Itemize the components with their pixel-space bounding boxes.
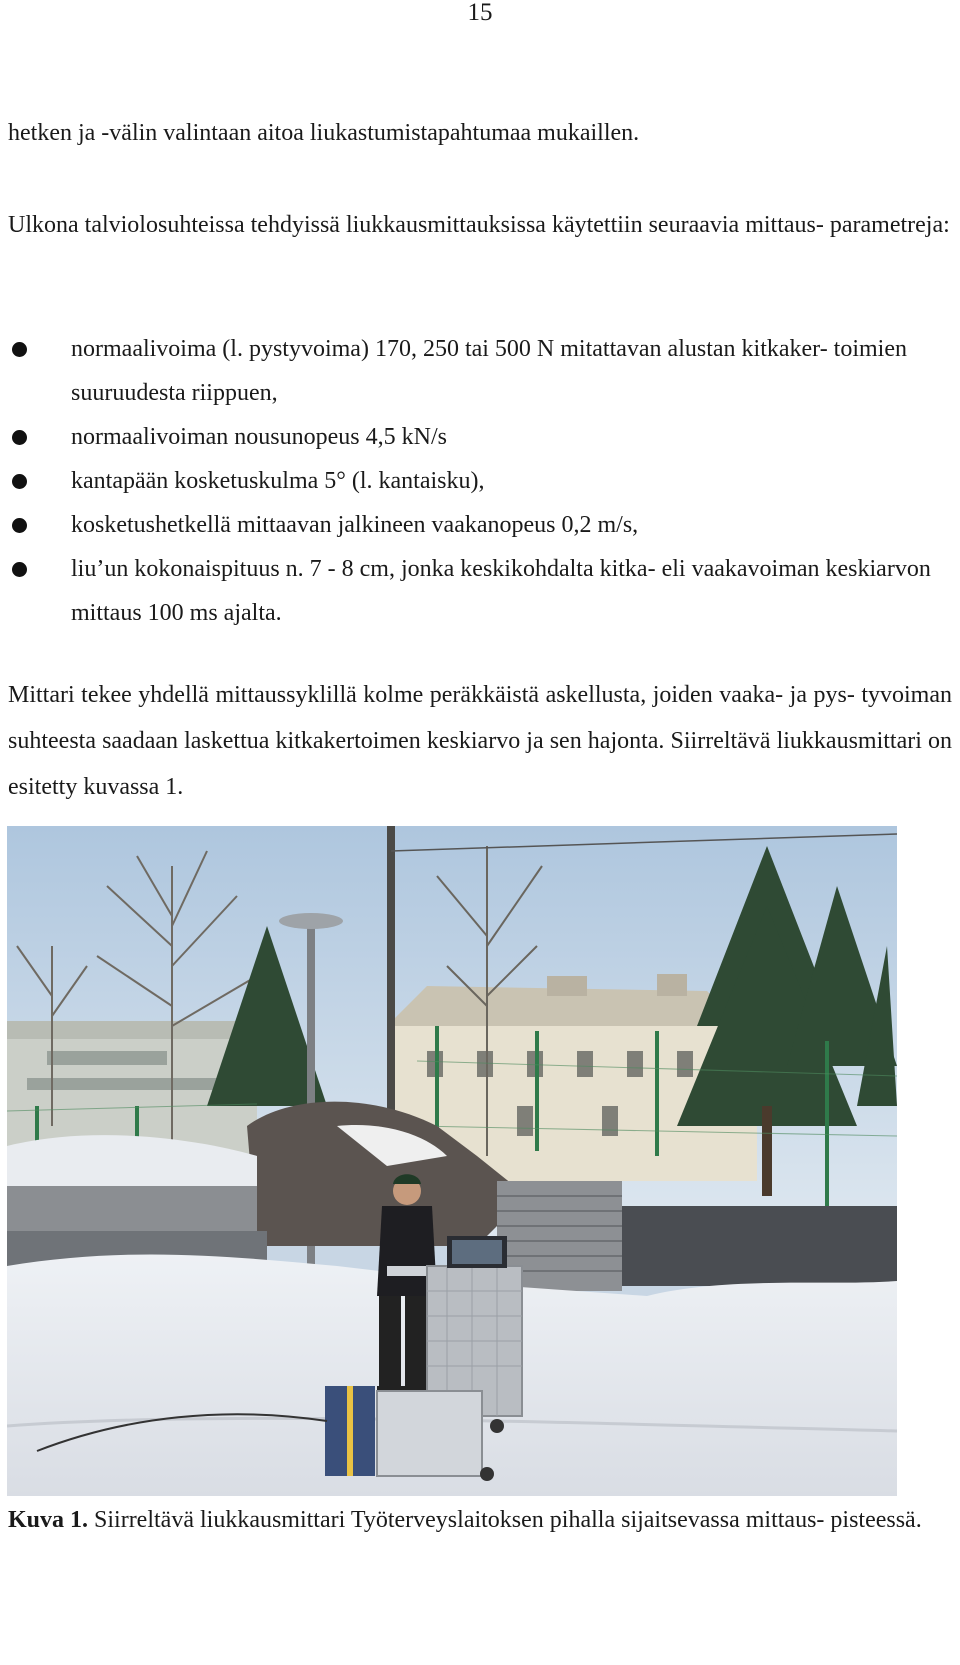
bullet-icon [12,430,27,445]
paragraph-1: hetken ja -välin valintaan aitoa liukastumistapahtumaa mukaillen. [8,120,640,146]
list-item [0,547,952,635]
figure-label: Kuva 1. [8,1507,89,1533]
figure-caption-text: Siirreltävä liukkausmittari Työterveyslaitoksen pihalla sijaitsevassa mittaus- pisteessä. [88,1507,922,1533]
figure-photo [7,826,897,1496]
list-item [0,327,952,415]
page-number: 15 [467,0,493,26]
bullet-icon [12,562,27,577]
list-item [0,459,952,503]
list-item-text: normaalivoiman nousunopeus 4,5 kN/s [71,424,447,450]
list-item-text: liu’un kokonaispituus n. 7 - 8 cm, jonka keskikohdalta kitka- eli vaakavoiman keskiarvon mittaus 100 ms ajalta. [71,556,931,626]
bullet-icon [12,474,27,489]
list-item-text: kosketushetkellä mittaavan jalkineen vaakanopeus 0,2 m/s, [71,512,639,538]
list-item [0,415,952,459]
bullet-icon [12,518,27,533]
list-item-text: kantapään kosketuskulma 5° (l. kantaisku), [71,468,485,494]
list-item-text: normaalivoima (l. pystyvoima) 170, 250 tai 500 N mitattavan alustan kitkaker- toimien suuruudesta riippuen, [71,336,908,406]
paragraph-3: Mittari tekee yhdellä mittaussyklillä kolme peräkkäistä askellusta, joiden vaaka- ja pys- tyvoiman suhteesta saadaan laskettua kitkakertoimen keskiarvo ja sen hajonta. Siirreltävä liukkausmittari on esitetty kuvassa 1. [8,682,952,800]
list-item [0,503,952,547]
bullet-icon [12,342,27,357]
figure-caption [8,1500,952,1540]
parameter-list [0,327,960,635]
paragraph-2: Ulkona talviolosuhteissa tehdyissä liukkausmittauksissa käytettiin seuraavia mittaus- parametreja: [8,212,950,238]
